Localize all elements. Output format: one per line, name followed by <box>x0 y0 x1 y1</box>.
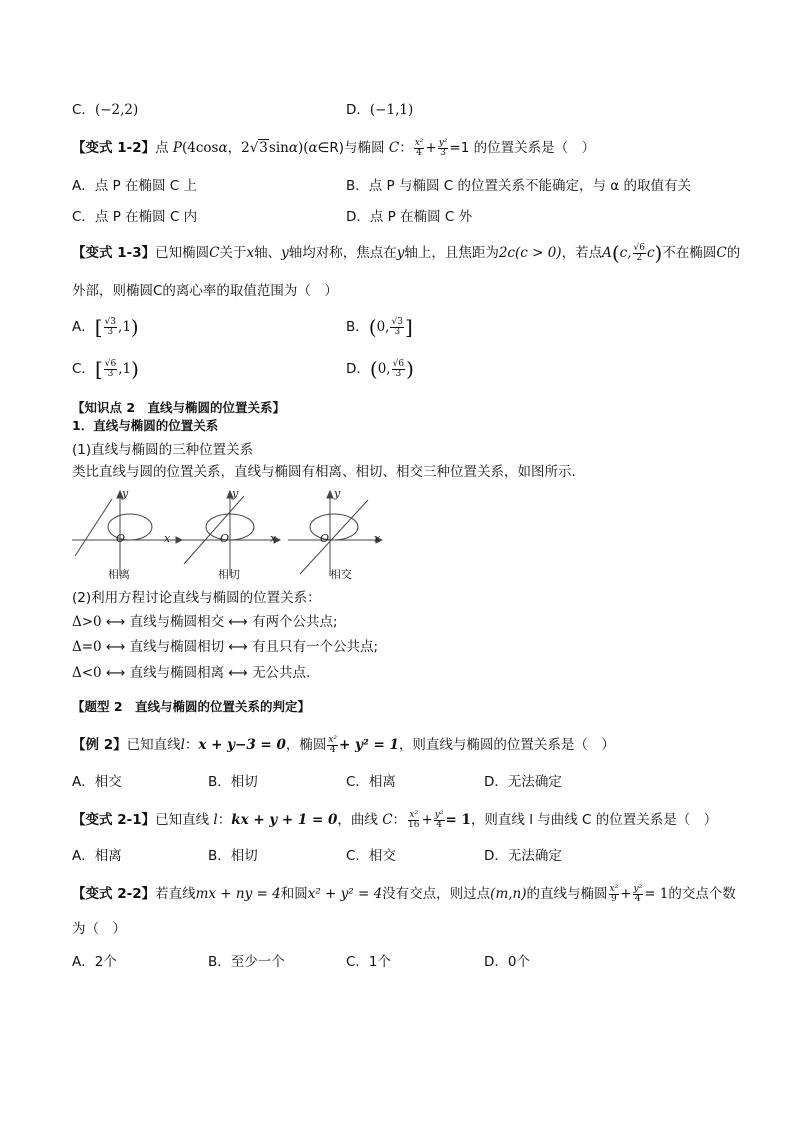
question-type-2-title: 【题型 2 直线与椭圆的位置关系的判定】 <box>72 699 311 714</box>
v2-1-option-a: A．相离 <box>72 848 122 864</box>
v2-2-option-a: A．2个 <box>72 954 117 970</box>
q1-3-option-b: B．(0, $\frac{√3}{3}$ ] <box>346 315 413 339</box>
v2-1-option-c: C．相交 <box>346 848 396 864</box>
q1-3-option-a: A．[ $\frac{√3}{3}$ ,1) <box>72 315 139 339</box>
q1-1-option-d: D．(−1,1) <box>346 102 414 118</box>
q1-2-option-c: C．点 P 在椭圆 C 内 <box>72 209 198 225</box>
kp2-rule-delta-positive: Δ>0 ⟷ 直线与椭圆相交 ⟷ 有两个公共点; <box>72 614 338 630</box>
q1-2-option-a: A．点 P 在椭圆 C 上 <box>72 178 197 194</box>
q1-2-option-b: B．点 P 与椭圆 C 的位置关系不能确定，与 α 的取值有关 <box>346 178 691 194</box>
kp2-rule-delta-negative: Δ<0 ⟷ 直线与椭圆相离 ⟷ 无公共点. <box>72 665 311 681</box>
kp2-rule-delta-zero: Δ=0 ⟷ 直线与椭圆相切 ⟷ 有且只有一个公共点; <box>72 639 379 655</box>
example-2-stem: 【例 2】已知直线l：x + y−3 = 0，椭圆 $\frac{\text{x²}}{4}$ + y² = 1，则直线与椭圆的位置关系是（ ） <box>72 734 615 755</box>
fig3-caption: 相交 <box>330 568 352 581</box>
fig2-caption: 相切 <box>218 568 240 581</box>
fig1-origin-label: O <box>116 532 126 545</box>
q1-2-option-d: D．点 P 在椭圆 C 外 <box>346 209 473 225</box>
fig2-x-label: x <box>270 532 277 545</box>
fig1-x-label: x <box>164 532 171 545</box>
fig1-y-label: y <box>122 487 129 500</box>
fig2-y-label: y <box>232 487 239 500</box>
q1-3-stem-line1: 【变式 1-3】已知椭圆C关于x轴、y轴均对称，焦点在y轴上，且焦距为2c(c > 0)，若点A(c, $\frac{√6}{2}$ c)不在椭圆C的 <box>72 241 741 265</box>
q1-3-option-c: C．[ $\frac{√6}{3}$ ,1) <box>72 357 139 381</box>
kp2-paragraph-3: (2)利用方程讨论直线与椭圆的位置关系： <box>72 590 321 606</box>
v2-1-stem: 【变式 2-1】已知直线 l：kx + y + 1 = 0，曲线 C： $\frac{\text{x²}}{16}$ + $\frac{\text{y²}}{4}$ = 1，则直线 l 与曲线 C 的位置关系是（ ） <box>72 809 718 830</box>
kp2-paragraph-1: (1)直线与椭圆的三种位置关系 <box>72 442 254 458</box>
knowledge-point-2-subtitle: 1．直线与椭圆的位置关系 <box>72 418 219 433</box>
fig2-origin-label: O <box>220 532 230 545</box>
example-2-option-b: B．相切 <box>208 774 258 790</box>
v2-2-option-d: D．0个 <box>484 954 530 970</box>
fig1-caption: 相离 <box>108 568 130 581</box>
v2-1-option-d: D．无法确定 <box>484 848 562 864</box>
v2-2-stem-line1: 【变式 2-2】若直线mx + ny = 4和圆x² + y² = 4没有交点，则过点(m,n)的直线与椭圆 $\frac{\text{x²}}{9}$ + $\frac{\text{y²}}{4}$ = 1的交点个数 <box>72 883 736 904</box>
v2-2-option-c: C．1个 <box>346 954 392 970</box>
fig3-origin-label: O <box>320 532 330 545</box>
example-2-option-a: A．相交 <box>72 774 122 790</box>
kp2-paragraph-2: 类比直线与圆的位置关系，直线与椭圆有相离、相切、相交三种位置关系，如图所示. <box>72 464 576 480</box>
v2-2-stem-line2: 为（ ） <box>72 921 126 937</box>
v2-1-option-b: B．相切 <box>208 848 258 864</box>
knowledge-point-2-title: 【知识点 2 直线与椭圆的位置关系】 <box>72 400 286 415</box>
fig3-y-label: y <box>334 487 341 500</box>
q1-3-option-d: D．(0, $\frac{√6}{3}$ ) <box>346 357 414 381</box>
v2-2-option-b: B．至少一个 <box>208 954 285 970</box>
example-2-option-c: C．相离 <box>346 774 396 790</box>
example-2-option-d: D．无法确定 <box>484 774 562 790</box>
q1-1-option-c: C．(−2,2) <box>72 102 139 118</box>
q1-3-stem-line2: 外部，则椭圆C的离心率的取值范围为（ ） <box>72 283 338 299</box>
q1-2-stem: 【变式 1-2】点 P(4cosα，2√3sinα)(α∈R)与椭圆 C： $\frac{\text{x²}}{4}$ + $\frac{\text{y²}}{3}$ =1 的位置关系是（ ） <box>72 137 596 158</box>
fig3-x-label: x <box>374 532 381 545</box>
